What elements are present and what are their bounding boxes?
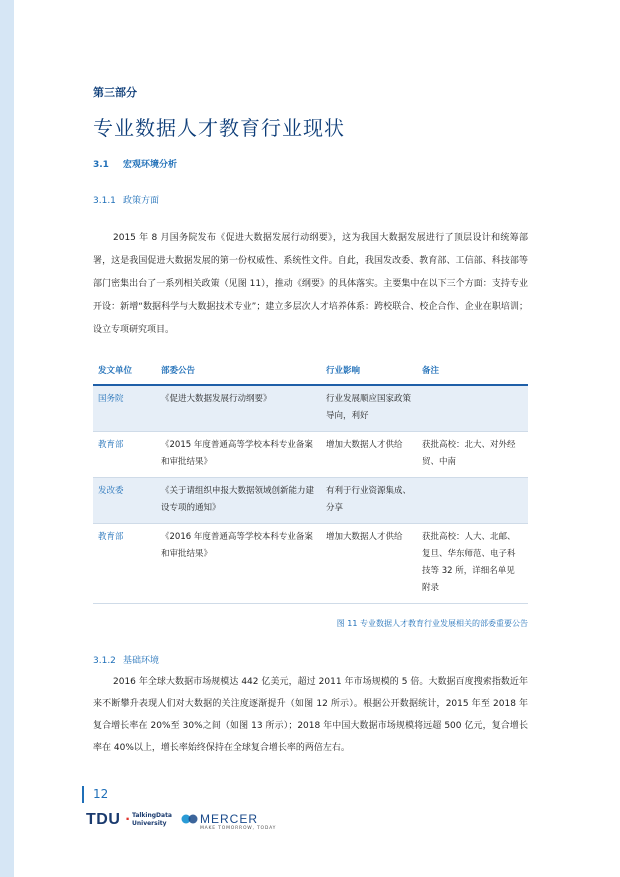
cell-impact: 行业发展顺应国家政策导向，利好 (321, 385, 417, 432)
cell-notice: 《促进大数据发展行动纲要》 (156, 385, 321, 432)
policy-paragraph (93, 227, 528, 342)
section-title: 基础环境 (123, 656, 160, 666)
cell-impact: 增加大数据人才供给 (321, 432, 417, 478)
infra-paragraph-text: 2016 年全球大数据市场规模达 442 亿美元，超过 2011 年市场规模的 5 倍。大数据百度搜索指数近年来不断攀升表现人们对大数据的关注度逐渐提升（如图 12 所示）。根据公开数据统计，2015 年至 2018 年复合增长率在 20%至 30%之间（如图 13 所示）；2018 年中国大数据市场规模将远超 500 亿元，复合增长率在 40%以上，增长率始终保持在全球复合增长率的两倍左右。 (93, 677, 528, 753)
cell-notice: 《2016 年度普通高等学校本科专业备案和审批结果》 (156, 524, 321, 604)
header-impact: 行业影响 (321, 358, 417, 385)
cell-impact: 有利于行业资源集成、分享 (321, 478, 417, 524)
section-heading-3-1 (93, 157, 177, 170)
part-label: 第三部分 (93, 86, 137, 99)
tdu-logo-text: TDU (86, 811, 121, 828)
cell-unit: 国务院 (93, 385, 156, 432)
tdu-name-line1: TalkingData (132, 812, 172, 819)
section-heading-3-1-1 (93, 193, 159, 206)
mercer-logo: MERCER (200, 812, 259, 826)
talkingdata-university-logo (132, 812, 172, 828)
figure-caption: 图 11 专业数据人才教育行业发展相关的部委重要公告 (336, 619, 528, 628)
header-remark: 备注 (417, 358, 528, 385)
left-margin-band (0, 0, 14, 877)
page-title: 专业数据人才教育行业现状 (93, 116, 345, 140)
cell-unit: 教育部 (93, 524, 156, 604)
table-row (93, 524, 528, 604)
section-title: 政策方面 (123, 196, 160, 206)
page-number: 12 (93, 787, 109, 801)
infra-paragraph (93, 671, 528, 759)
cell-remark (417, 478, 528, 524)
mercer-tagline: MAKE TOMORROW, TODAY (200, 826, 277, 831)
tdu-name-line2: University (132, 820, 167, 827)
header-unit: 发文单位 (93, 358, 156, 385)
section-heading-3-1-2 (93, 653, 159, 666)
header-notice: 部委公告 (156, 358, 321, 385)
table-row (93, 432, 528, 478)
cell-remark: 获批高校：北大、对外经贸、中南 (417, 432, 528, 478)
policy-table (93, 358, 528, 604)
table-row (93, 385, 528, 432)
table-header-row (93, 358, 528, 385)
footer-accent-bar (82, 786, 84, 803)
cell-notice: 《2015 年度普通高等学校本科专业备案和审批结果》 (156, 432, 321, 478)
table-row (93, 478, 528, 524)
section-number: 3.1 (93, 160, 109, 170)
cell-notice: 《关于请组织申报大数据领域创新能力建设专项的通知》 (156, 478, 321, 524)
policy-paragraph-text: 2015 年 8 月国务院发布《促进大数据发展行动纲要》，这为我国大数据发展进行了顶层设计和统筹部署，这是我国促进大数据发展的第一份权威性、系统性文件。自此，我国发改委、教育部、工信部、科技部等部门密集出台了一系列相关政策（见图 11），推动《纲要》的具体落实。主要集中在以下三个方面：支持专业开设：新增“数据科学与大数据技术专业”；建立多层次人才培养体系：跨校联合、校企合作、企业在职培训；设立专项研究项目。 (93, 233, 528, 335)
section-number: 3.1.2 (93, 656, 116, 666)
cell-impact: 增加大数据人才供给 (321, 524, 417, 604)
cell-remark: 获批高校：人大、北邮、复旦、华东师范、电子科技等 32 所，详细名单见附录 (417, 524, 528, 604)
mercer-logo-icon (181, 813, 199, 825)
cell-unit: 教育部 (93, 432, 156, 478)
section-title: 宏观环境分析 (123, 160, 178, 170)
tdu-logo: TDU · (86, 811, 132, 828)
cell-unit: 发改委 (93, 478, 156, 524)
cell-remark (417, 385, 528, 432)
section-number: 3.1.1 (93, 196, 116, 206)
